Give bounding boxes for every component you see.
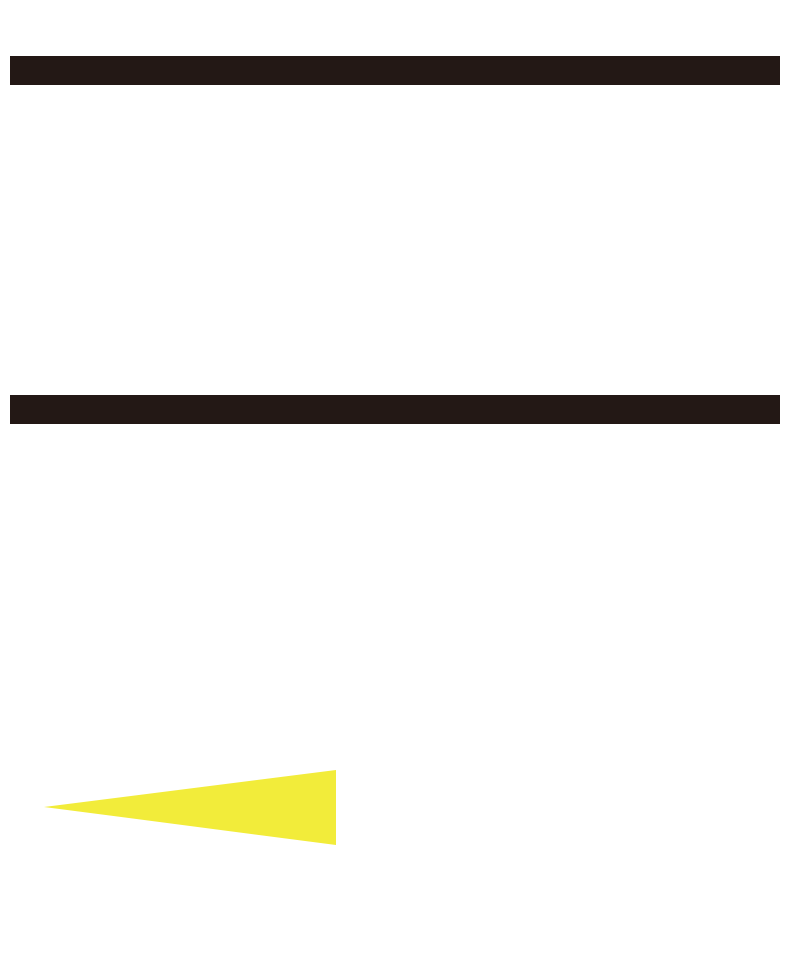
header-price xyxy=(574,56,780,85)
beam-cone xyxy=(44,770,336,845)
polar-distribution-chart xyxy=(395,695,785,965)
header-price xyxy=(574,395,780,424)
beam-spread-diagram xyxy=(0,700,380,960)
accessories-price-table xyxy=(10,395,780,424)
header-product-name xyxy=(10,56,274,85)
header-part-number xyxy=(274,56,574,85)
table-header-row xyxy=(10,56,780,85)
header-product-name xyxy=(10,395,274,424)
table-header-row xyxy=(10,395,780,424)
header-spec xyxy=(274,395,574,424)
fixtures-price-table xyxy=(10,56,780,85)
